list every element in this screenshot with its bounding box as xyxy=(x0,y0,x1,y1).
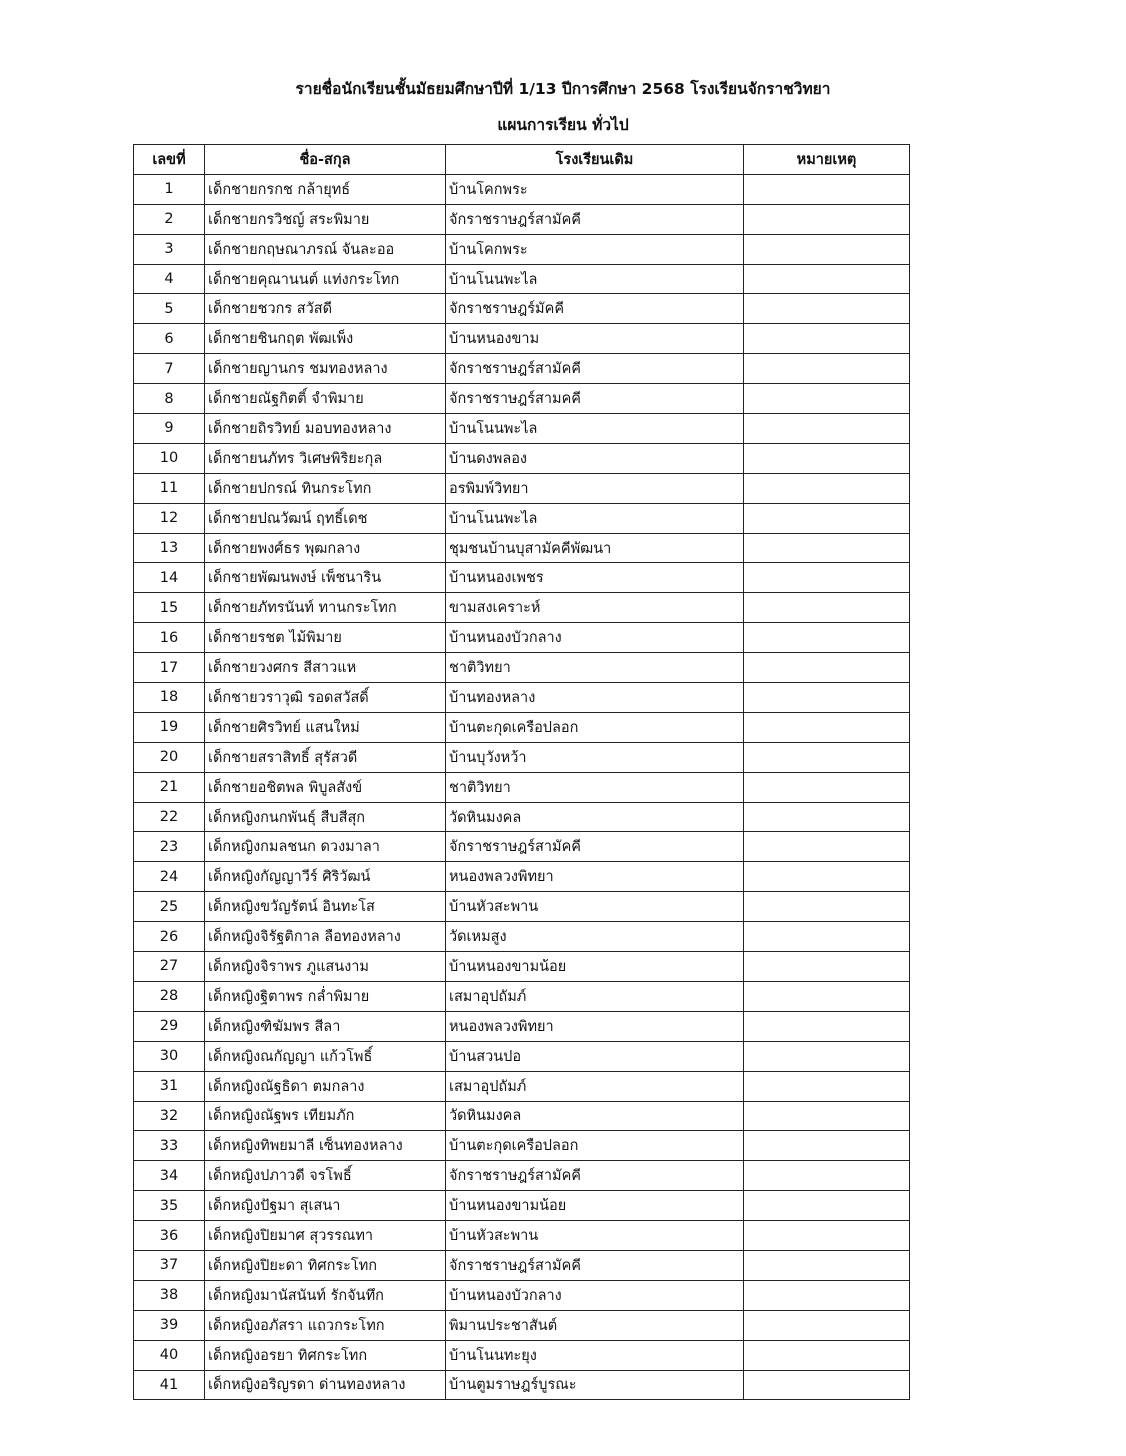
previous-school: บ้านหัวสะพาน xyxy=(446,1221,744,1251)
previous-school: จักราชราษฎร์สามัคคี xyxy=(446,832,744,862)
remarks xyxy=(744,204,910,234)
remarks xyxy=(744,324,910,354)
student-name: เด็กหญิงอริญรดา ด่านทองหลาง xyxy=(205,1370,446,1400)
table-row xyxy=(134,742,910,772)
previous-school: ชาติวิทยา xyxy=(446,653,744,683)
remarks xyxy=(744,712,910,742)
table-row xyxy=(134,533,910,563)
row-number: 31 xyxy=(134,1071,205,1101)
remarks xyxy=(744,802,910,832)
row-number: 25 xyxy=(134,892,205,922)
row-number: 38 xyxy=(134,1280,205,1310)
student-name: เด็กหญิงจิราพร ภูแสนงาม xyxy=(205,952,446,982)
table-row xyxy=(134,234,910,264)
previous-school: บ้านทองหลาง xyxy=(446,683,744,713)
table-row xyxy=(134,324,910,354)
previous-school: บ้านหนองขามน้อย xyxy=(446,1191,744,1221)
student-name: เด็กหญิงณัฐพร เทียมภัก xyxy=(205,1101,446,1131)
previous-school: อรพิมพ์วิทยา xyxy=(446,473,744,503)
previous-school: บ้านโคกพระ xyxy=(446,174,744,204)
previous-school: บ้านสวนปอ xyxy=(446,1041,744,1071)
row-number: 39 xyxy=(134,1310,205,1340)
row-number: 21 xyxy=(134,772,205,802)
previous-school: พิมานประชาสันต์ xyxy=(446,1310,744,1340)
previous-school: บ้านหนองขามน้อย xyxy=(446,952,744,982)
remarks xyxy=(744,1041,910,1071)
student-name: เด็กชายญานกร ชมทองหลาง xyxy=(205,354,446,384)
table-row xyxy=(134,294,910,324)
previous-school: บ้านหนองบัวกลาง xyxy=(446,1280,744,1310)
remarks xyxy=(744,862,910,892)
row-number: 35 xyxy=(134,1191,205,1221)
previous-school: บ้านหัวสะพาน xyxy=(446,892,744,922)
row-number: 5 xyxy=(134,294,205,324)
row-number: 15 xyxy=(134,593,205,623)
remarks xyxy=(744,981,910,1011)
remarks xyxy=(744,414,910,444)
row-number: 24 xyxy=(134,862,205,892)
table-header-row xyxy=(134,145,910,175)
previous-school: ชุมชนบ้านบุสามัคคีพัฒนา xyxy=(446,533,744,563)
student-name: เด็กหญิงมานัสนันท์ รักจันทึก xyxy=(205,1280,446,1310)
row-number: 6 xyxy=(134,324,205,354)
document-subtitle: แผนการเรียน ทั่วไป xyxy=(497,116,629,134)
row-number: 16 xyxy=(134,623,205,653)
table-row xyxy=(134,952,910,982)
student-name: เด็กชายพงศ์ธร พุฒกลาง xyxy=(205,533,446,563)
student-name: เด็กหญิงกัญญาวีร์ ศิริวัฒน์ xyxy=(205,862,446,892)
row-number: 8 xyxy=(134,384,205,414)
student-name: เด็กหญิงปิยะดา ทิศกระโทก xyxy=(205,1250,446,1280)
remarks xyxy=(744,1161,910,1191)
remarks xyxy=(744,264,910,294)
student-name: เด็กหญิงณกัญญา แก้วโพธิ์ xyxy=(205,1041,446,1071)
table-row xyxy=(134,623,910,653)
remarks xyxy=(744,742,910,772)
table-row xyxy=(134,204,910,234)
student-name: เด็กชายคุณานนต์ แท่งกระโทก xyxy=(205,264,446,294)
previous-school: จักราชราษฎร์สามัคคี xyxy=(446,354,744,384)
remarks xyxy=(744,294,910,324)
header-remarks: หมายเหตุ xyxy=(744,145,910,175)
remarks xyxy=(744,1101,910,1131)
table-row xyxy=(134,1161,910,1191)
remarks xyxy=(744,503,910,533)
student-name: เด็กชายกฤษณาภรณ์ จันละออ xyxy=(205,234,446,264)
header-name: ชื่อ-สกุล xyxy=(205,145,446,175)
header-previous-school: โรงเรียนเดิม xyxy=(446,145,744,175)
row-number: 27 xyxy=(134,952,205,982)
previous-school: บ้านหนองเพชร xyxy=(446,563,744,593)
row-number: 30 xyxy=(134,1041,205,1071)
previous-school: เสมาอุปถัมภ์ xyxy=(446,981,744,1011)
student-name: เด็กชายศิรวิทย์ แสนใหม่ xyxy=(205,712,446,742)
previous-school: บ้านตูมราษฎร์บูรณะ xyxy=(446,1370,744,1400)
previous-school: วัดหินมงคล xyxy=(446,1101,744,1131)
remarks xyxy=(744,892,910,922)
row-number: 37 xyxy=(134,1250,205,1280)
table-row xyxy=(134,832,910,862)
student-name: เด็กชายกรวิชญ์ สระพิมาย xyxy=(205,204,446,234)
remarks xyxy=(744,1191,910,1221)
student-name: เด็กชายพัฒนพงษ์ เพ็ชนาริน xyxy=(205,563,446,593)
previous-school: วัดหินมงคล xyxy=(446,802,744,832)
previous-school: บ้านตะกุดเครือปลอก xyxy=(446,1131,744,1161)
table-row xyxy=(134,981,910,1011)
remarks xyxy=(744,354,910,384)
student-roster-table xyxy=(133,144,910,1400)
remarks xyxy=(744,1011,910,1041)
previous-school: จักราชราษฎร์สามคคี xyxy=(446,384,744,414)
remarks xyxy=(744,683,910,713)
row-number: 13 xyxy=(134,533,205,563)
previous-school: วัดเหมสูง xyxy=(446,922,744,952)
table-row xyxy=(134,384,910,414)
previous-school: จักราชราษฎร์สามัคคี xyxy=(446,204,744,234)
row-number: 10 xyxy=(134,443,205,473)
row-number: 29 xyxy=(134,1011,205,1041)
previous-school: จักราชราษฎร์มัคคี xyxy=(446,294,744,324)
table-row xyxy=(134,593,910,623)
remarks xyxy=(744,832,910,862)
table-row xyxy=(134,1131,910,1161)
row-number: 23 xyxy=(134,832,205,862)
table-row xyxy=(134,922,910,952)
student-name: เด็กหญิงทิพยมาลี เซ็นทองหลาง xyxy=(205,1131,446,1161)
table-row xyxy=(134,473,910,503)
table-row xyxy=(134,1101,910,1131)
student-name: เด็กชายชินกฤต พัฒเพ็ง xyxy=(205,324,446,354)
row-number: 33 xyxy=(134,1131,205,1161)
table-row xyxy=(134,1071,910,1101)
student-name: เด็กชายปกรณ์ ทินกระโทก xyxy=(205,473,446,503)
remarks xyxy=(744,234,910,264)
student-name: เด็กหญิงอรยา ทิศกระโทก xyxy=(205,1340,446,1370)
previous-school: บ้านโนนพะไล xyxy=(446,503,744,533)
row-number: 9 xyxy=(134,414,205,444)
student-name: เด็กชายภัทรนันท์ ทานกระโทก xyxy=(205,593,446,623)
row-number: 20 xyxy=(134,742,205,772)
remarks xyxy=(744,952,910,982)
header-number: เลขที่ xyxy=(134,145,205,175)
student-name: เด็กหญิงฑิฆัมพร สีลา xyxy=(205,1011,446,1041)
student-name: เด็กหญิงฐิตาพร กล่ำพิมาย xyxy=(205,981,446,1011)
student-name: เด็กชายกรกช กล้ายุทธ์ xyxy=(205,174,446,204)
student-name: เด็กชายนภัทร วิเศษพิริยะกุล xyxy=(205,443,446,473)
previous-school: ขามสงเคราะห์ xyxy=(446,593,744,623)
remarks xyxy=(744,593,910,623)
row-number: 2 xyxy=(134,204,205,234)
row-number: 26 xyxy=(134,922,205,952)
remarks xyxy=(744,1250,910,1280)
table-row xyxy=(134,1221,910,1251)
table-row xyxy=(134,563,910,593)
student-name: เด็กชายสราสิทธิ์ สุรัสวดี xyxy=(205,742,446,772)
previous-school: บ้านโนนพะไล xyxy=(446,264,744,294)
row-number: 40 xyxy=(134,1340,205,1370)
row-number: 17 xyxy=(134,653,205,683)
previous-school: บ้านโนนพะไล xyxy=(446,414,744,444)
table-row xyxy=(134,1250,910,1280)
remarks xyxy=(744,174,910,204)
table-row xyxy=(134,264,910,294)
table-row xyxy=(134,712,910,742)
previous-school: จักราชราษฎร์สามัคคี xyxy=(446,1161,744,1191)
previous-school: บ้านตะกุดเครือปลอก xyxy=(446,712,744,742)
remarks xyxy=(744,1340,910,1370)
previous-school: บ้านโคกพระ xyxy=(446,234,744,264)
table-row xyxy=(134,354,910,384)
previous-school: บ้านบุวังหว้า xyxy=(446,742,744,772)
student-name: เด็กหญิงขวัญรัตน์ อินทะโส xyxy=(205,892,446,922)
table-row xyxy=(134,862,910,892)
remarks xyxy=(744,922,910,952)
student-name: เด็กหญิงปิยมาศ สุวรรณทา xyxy=(205,1221,446,1251)
row-number: 28 xyxy=(134,981,205,1011)
previous-school: บ้านดงพลอง xyxy=(446,443,744,473)
table-row xyxy=(134,1011,910,1041)
student-name: เด็กชายปณวัฒน์ ฤทธิ์เดช xyxy=(205,503,446,533)
remarks xyxy=(744,1071,910,1101)
remarks xyxy=(744,473,910,503)
row-number: 36 xyxy=(134,1221,205,1251)
table-row xyxy=(134,1280,910,1310)
previous-school: บ้านโนนทะยุง xyxy=(446,1340,744,1370)
remarks xyxy=(744,1370,910,1400)
table-row xyxy=(134,1340,910,1370)
student-name: เด็กชายณัฐกิตติ์ จำพิมาย xyxy=(205,384,446,414)
student-name: เด็กหญิงกมลชนก ดวงมาลา xyxy=(205,832,446,862)
student-name: เด็กชายวราวุฒิ รอดสวัสดิ์ xyxy=(205,683,446,713)
row-number: 1 xyxy=(134,174,205,204)
remarks xyxy=(744,1310,910,1340)
student-name: เด็กชายถิรวิทย์ มอบทองหลาง xyxy=(205,414,446,444)
table-row xyxy=(134,1191,910,1221)
row-number: 4 xyxy=(134,264,205,294)
table-row xyxy=(134,772,910,802)
student-name: เด็กหญิงอภัสรา แถวกระโทก xyxy=(205,1310,446,1340)
table-row xyxy=(134,802,910,832)
table-row xyxy=(134,414,910,444)
previous-school: หนองพลวงพิทยา xyxy=(446,1011,744,1041)
student-name: เด็กหญิงณัฐธิดา ตมกลาง xyxy=(205,1071,446,1101)
student-name: เด็กชายวงศกร สีสาวแห xyxy=(205,653,446,683)
remarks xyxy=(744,533,910,563)
remarks xyxy=(744,623,910,653)
table-row xyxy=(134,443,910,473)
previous-school: หนองพลวงพิทยา xyxy=(446,862,744,892)
table-row xyxy=(134,1310,910,1340)
row-number: 32 xyxy=(134,1101,205,1131)
table-row xyxy=(134,892,910,922)
student-name: เด็กชายรชต ไม้พิมาย xyxy=(205,623,446,653)
row-number: 11 xyxy=(134,473,205,503)
remarks xyxy=(744,1280,910,1310)
table-row xyxy=(134,653,910,683)
table-row xyxy=(134,503,910,533)
remarks xyxy=(744,563,910,593)
row-number: 34 xyxy=(134,1161,205,1191)
remarks xyxy=(744,1221,910,1251)
table-row xyxy=(134,1370,910,1400)
previous-school: บ้านหนองบัวกลาง xyxy=(446,623,744,653)
previous-school: ชาติวิทยา xyxy=(446,772,744,802)
table-row xyxy=(134,683,910,713)
student-name: เด็กหญิงจิรัฐติกาล ลือทองหลาง xyxy=(205,922,446,952)
row-number: 7 xyxy=(134,354,205,384)
previous-school: บ้านหนองขาม xyxy=(446,324,744,354)
document-title: รายชื่อนักเรียนชั้นมัธยมศึกษาปีที่ 1/13 ปีการศึกษา 2568 โรงเรียนจักราชวิทยา xyxy=(295,80,831,98)
previous-school: เสมาอุปถัมภ์ xyxy=(446,1071,744,1101)
previous-school: จักราชราษฎร์สามัคคี xyxy=(446,1250,744,1280)
table-row xyxy=(134,174,910,204)
table-body xyxy=(134,174,910,1400)
row-number: 19 xyxy=(134,712,205,742)
student-name: เด็กชายชวกร สวัสดี xyxy=(205,294,446,324)
student-name: เด็กหญิงปภาวดี จรโพธิ์ xyxy=(205,1161,446,1191)
row-number: 3 xyxy=(134,234,205,264)
student-name: เด็กชายอชิตพล พิบูลสังข์ xyxy=(205,772,446,802)
row-number: 12 xyxy=(134,503,205,533)
table-row xyxy=(134,1041,910,1071)
row-number: 22 xyxy=(134,802,205,832)
row-number: 18 xyxy=(134,683,205,713)
remarks xyxy=(744,443,910,473)
remarks xyxy=(744,772,910,802)
student-name: เด็กหญิงกนกพันธุ์ สืบสีสุก xyxy=(205,802,446,832)
remarks xyxy=(744,653,910,683)
row-number: 14 xyxy=(134,563,205,593)
remarks xyxy=(744,1131,910,1161)
row-number: 41 xyxy=(134,1370,205,1400)
student-name: เด็กหญิงปัฐมา สุเสนา xyxy=(205,1191,446,1221)
remarks xyxy=(744,384,910,414)
